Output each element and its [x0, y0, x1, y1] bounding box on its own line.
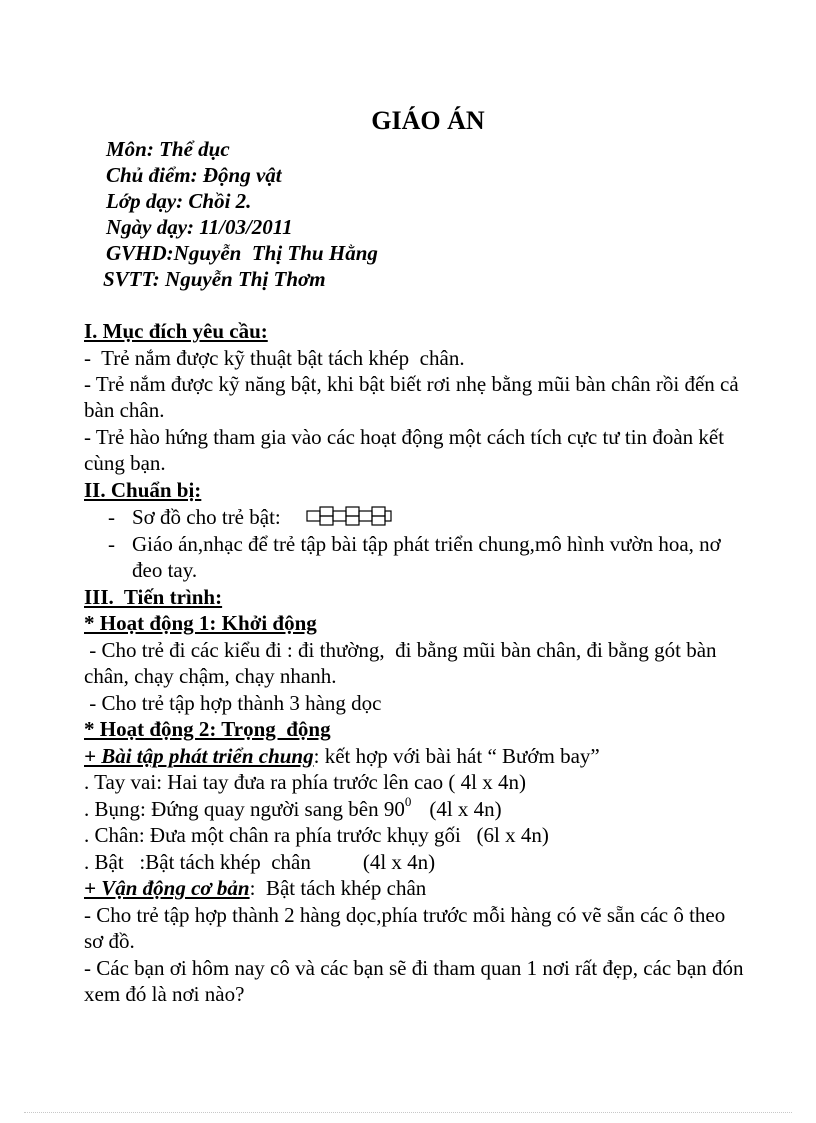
lesson-meta: [103, 136, 378, 292]
activity2-heading: * Hoạt động 2: Trọng động: [84, 717, 331, 741]
general-exercise-label: + Bài tập phát triển chung: [84, 743, 314, 768]
meta-gvhd: GVHD:Nguyễn Thị Thu Hằng: [106, 241, 378, 265]
activity1-line-1: - Cho trẻ đi các kiểu đi : đi thường, đi bằng mũi bàn chân, đi bằng gót bàn chân, chạy chậm, chạy nhanh.: [84, 637, 722, 688]
meta-theme: Chủ điểm: Động vật: [106, 163, 282, 187]
exercise-belly-reps: (4l x 4n): [429, 796, 502, 821]
meta-class: Lớp dạy: Chồi 2.: [106, 189, 252, 213]
section1-heading: I. Mục đích yêu cầu:: [84, 319, 268, 343]
bullet-dash: -: [108, 504, 115, 529]
general-exercise-line: [84, 743, 744, 770]
activity1-heading: * Hoạt động 1: Khởi động: [84, 611, 317, 635]
basic-movement-label: + Vận động cơ bản: [84, 876, 250, 900]
basic-movement-rest: : Bật tách khép chân: [249, 876, 427, 900]
section1-line-3: - Trẻ hào hứng tham gia vào các hoạt động một cách tích cực tư tin đoàn kết cùng bạn.: [84, 425, 725, 475]
basic-line-2: - Các bạn ơi hôm nay cô và các bạn sẽ đi tham quan 1 nơi rất đẹp, các bạn đón xem đó là nơi nào?: [84, 955, 744, 1006]
section2-bullet-1: [84, 504, 744, 531]
degree-superscript: 0: [404, 793, 412, 809]
meta-subject: Môn: Thể dục: [106, 137, 230, 161]
exercise-jump: [84, 849, 744, 876]
section3-heading: III. Tiến trình:: [84, 584, 223, 609]
basic-line-1: - Cho trẻ tập hợp thành 2 hàng dọc,phía trước mỗi hàng có vẽ sẵn các ô theo sơ đồ.: [84, 902, 726, 953]
bullet-text: Giáo án,nhạc để trẻ tập bài tập phát triển chung,mô hình vườn hoa, nơ đeo tay.: [132, 531, 721, 582]
section2-bullet-2: [84, 531, 744, 584]
exercise-belly-text: . Bụng: Đứng quay người sang bên 90: [84, 796, 405, 821]
meta-date: Ngày dạy: 11/03/2011: [106, 215, 293, 239]
activity1-line-2: - Cho trẻ tập hợp thành 3 hàng dọc: [84, 690, 382, 715]
page-title: GIÁO ÁN: [371, 106, 485, 135]
general-exercise-rest: : kết hợp với bài hát “ Bướm bay”: [313, 743, 600, 768]
page-bottom-divider: [24, 1112, 792, 1113]
exercise-jump-reps: (4l x 4n): [362, 849, 436, 874]
section1-line-2: - Trẻ nắm được kỹ năng bật, khi bật biết rơi nhẹ bằng mũi bàn chân rồi đến cả bàn chân.: [84, 372, 739, 422]
bullet-dash: -: [108, 531, 115, 556]
meta-svtt: SVTT: Nguyễn Thị Thơm: [103, 267, 326, 291]
exercise-arms: . Tay vai: Hai tay đưa ra phía trước lên cao ( 4l x 4n): [84, 770, 526, 794]
jump-grid-diagram-icon: [306, 506, 392, 526]
document-body: [84, 318, 744, 1008]
section1-line-1: - Trẻ nắm được kỹ thuật bật tách khép chân.: [84, 345, 465, 370]
section2-heading: II. Chuẩn bị:: [84, 478, 202, 502]
exercise-belly: [84, 793, 744, 823]
scheme-label: Sơ đồ cho trẻ bật:: [132, 504, 281, 529]
exercise-legs: . Chân: Đưa một chân ra phía trước khụy gối (6l x 4n): [84, 823, 549, 847]
basic-movement-line: [84, 875, 744, 902]
exercise-jump-text: . Bật :Bật tách khép chân: [84, 849, 311, 874]
